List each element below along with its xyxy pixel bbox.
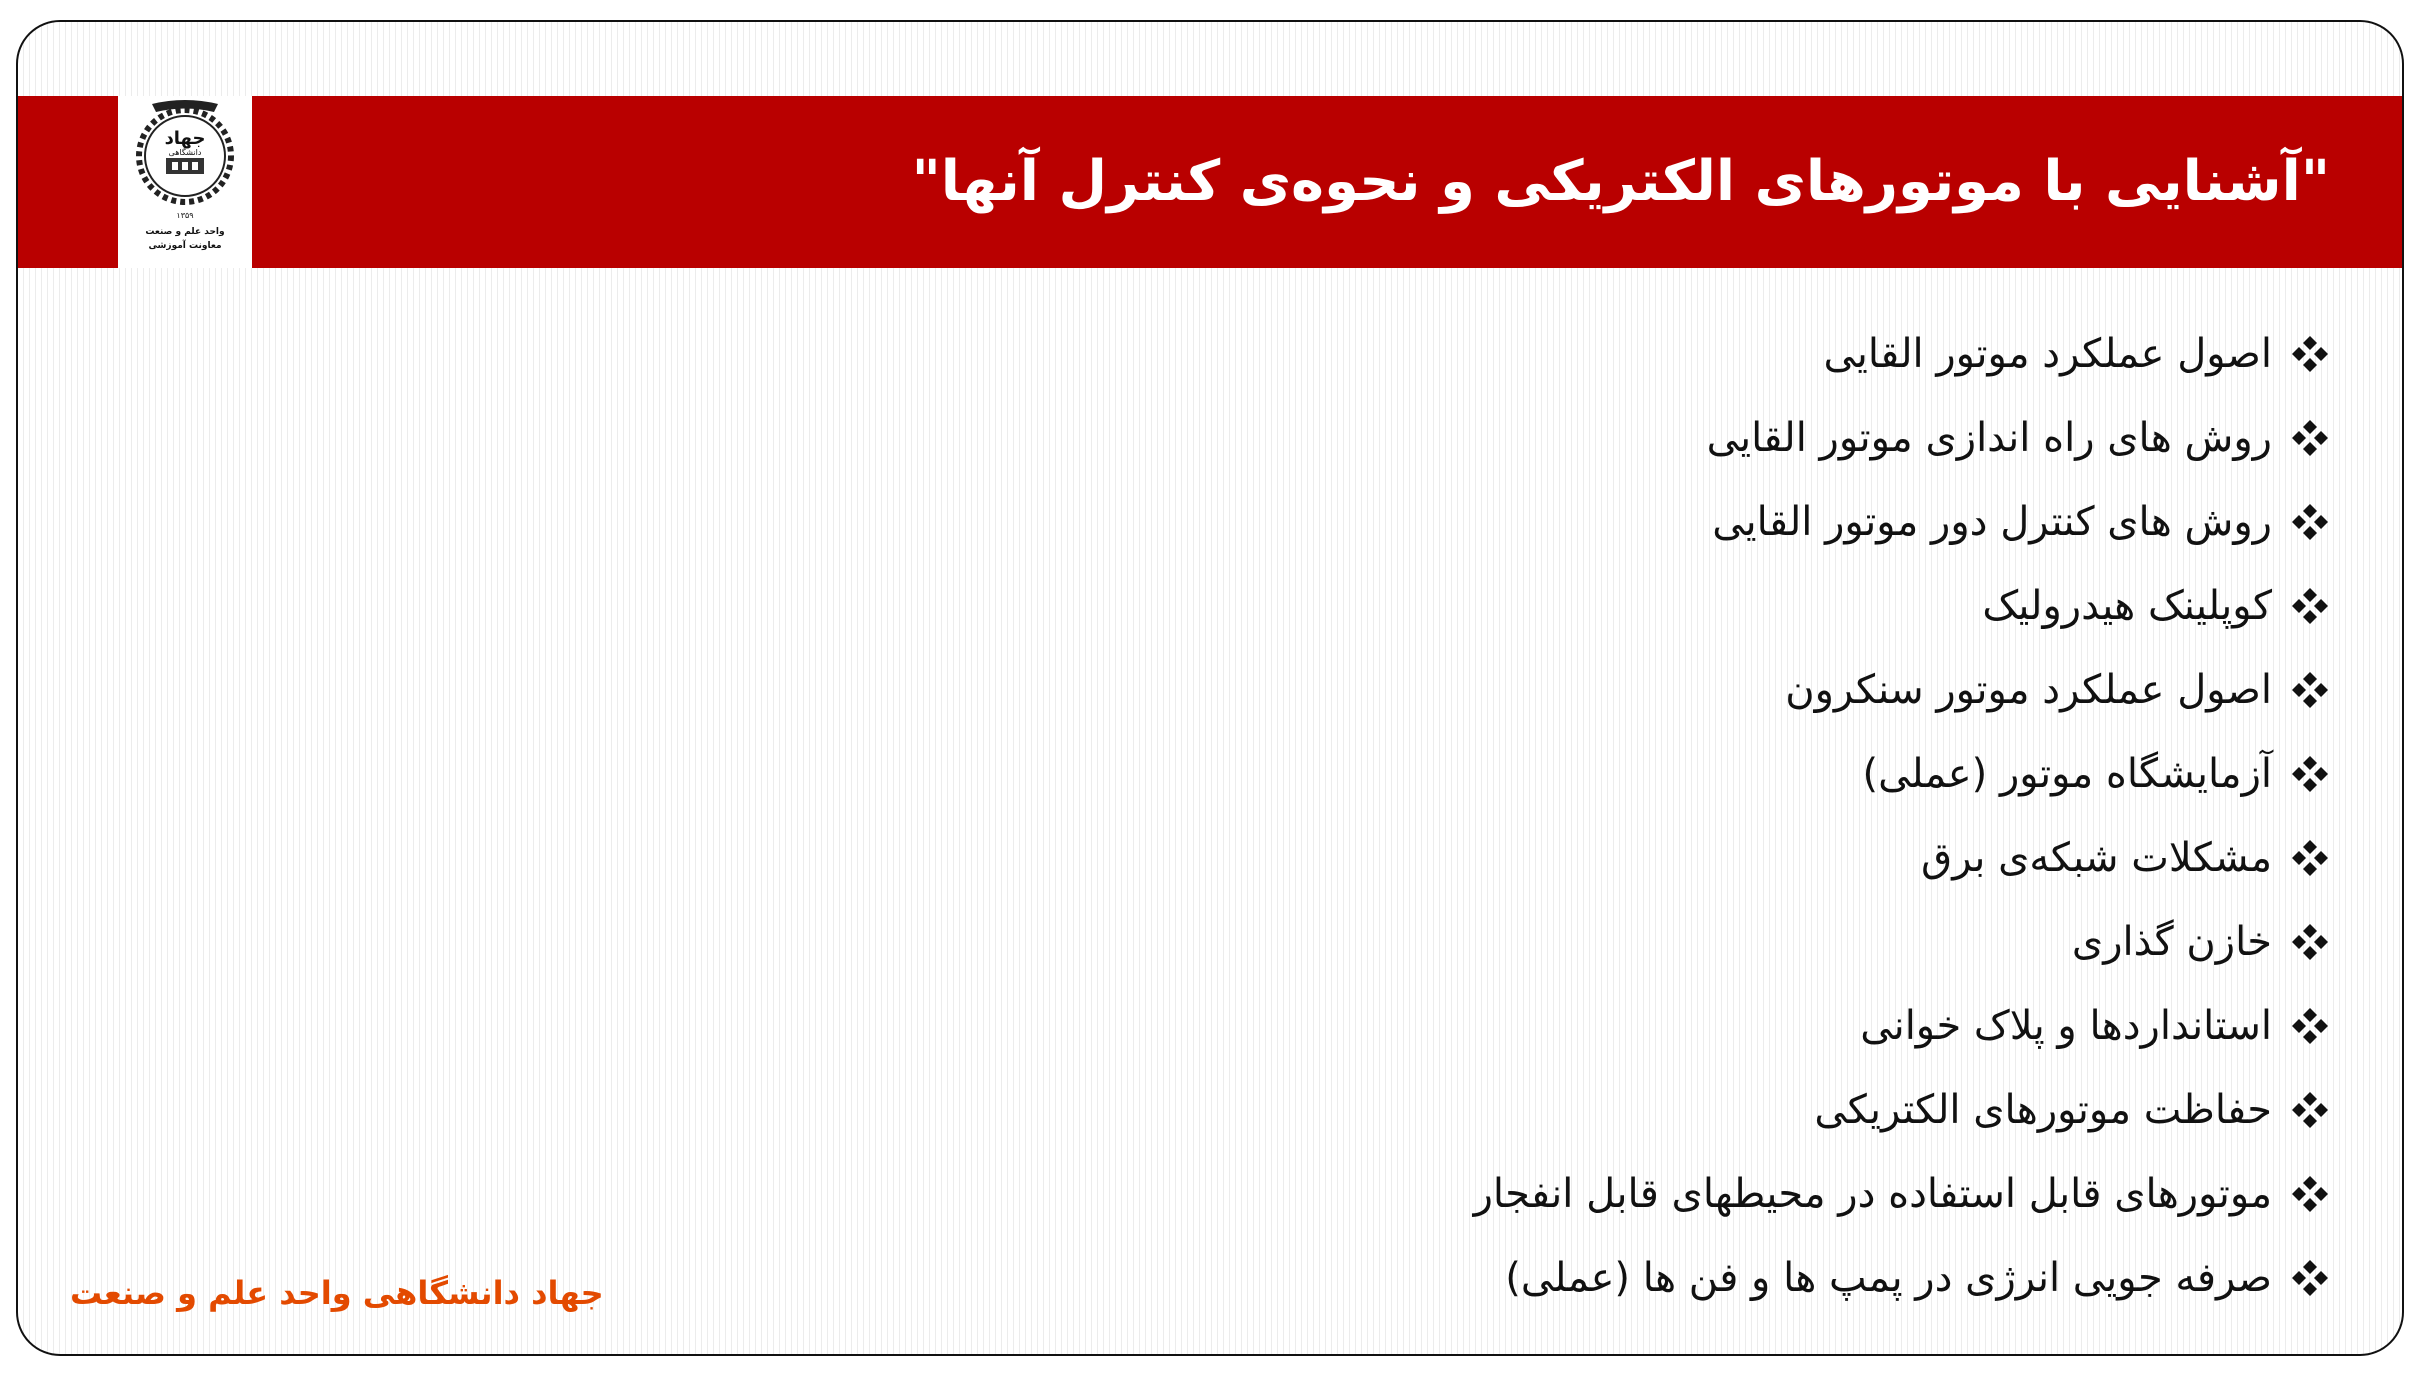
- list-item: [830, 564, 2330, 648]
- list-item-text: صرفه جویی انرژی در پمپ ها و فن ها (عملی): [1505, 1255, 2272, 1301]
- diamond-bullet-icon: [2290, 334, 2330, 374]
- logo-year: ۱۳۵۹: [176, 211, 194, 220]
- diamond-bullet-icon: [2290, 1006, 2330, 1046]
- diamond-bullet-icon: [2290, 838, 2330, 878]
- list-item-text: خازن گذاری: [2071, 919, 2272, 965]
- list-item: [830, 396, 2330, 480]
- list-item-text: موتورهای قابل استفاده در محیطهای قابل انفجار: [1473, 1171, 2272, 1217]
- list-item: [830, 480, 2330, 564]
- diamond-bullet-icon: [2290, 586, 2330, 626]
- jahad-logo-icon: [118, 96, 252, 268]
- list-item-text: کوپلینک هیدرولیک: [1982, 583, 2272, 629]
- list-item: [830, 1152, 2330, 1236]
- diamond-bullet-icon: [2290, 670, 2330, 710]
- slide-title: "آشنایی با موتورهای الکتریکی و نحوه‌ی کنترل آنها": [911, 149, 2330, 214]
- list-item: [830, 732, 2330, 816]
- list-item-text: مشکلات شبکه‌ی برق: [1921, 835, 2272, 881]
- list-item-text: روش های راه اندازی موتور القایی: [1706, 415, 2272, 461]
- logo-name: جهاد: [164, 128, 206, 149]
- list-item-text: آزمایشگاه موتور (عملی): [1862, 751, 2272, 797]
- diamond-bullet-icon: [2290, 754, 2330, 794]
- diamond-bullet-icon: [2290, 1090, 2330, 1130]
- diamond-bullet-icon: [2290, 1174, 2330, 1214]
- list-item: [830, 312, 2330, 396]
- logo-caption-line1: واحد علم و صنعت: [145, 227, 225, 237]
- logo-subtitle: دانشگاهی: [168, 148, 202, 157]
- list-item: [830, 648, 2330, 732]
- diamond-bullet-icon: [2290, 922, 2330, 962]
- footer-text: جهاد دانشگاهی واحد علم و صنعت: [70, 1274, 604, 1312]
- diamond-bullet-icon: [2290, 1258, 2330, 1298]
- list-item: [830, 984, 2330, 1068]
- list-item: [830, 816, 2330, 900]
- list-item: [830, 1068, 2330, 1152]
- list-item-text: اصول عملکرد موتور القایی: [1823, 331, 2272, 377]
- list-item: [830, 1236, 2330, 1320]
- slide: [16, 20, 2404, 1356]
- list-item-text: اصول عملکرد موتور سنکرون: [1785, 667, 2272, 713]
- logo-caption-line2: معاونت آموزشی: [148, 241, 222, 251]
- list-item: [830, 900, 2330, 984]
- list-item-text: روش های کنترل دور موتور القایی: [1712, 499, 2272, 545]
- bullet-list: [830, 312, 2330, 1320]
- diamond-bullet-icon: [2290, 502, 2330, 542]
- list-item-text: استانداردها و پلاک خوانی: [1860, 1003, 2272, 1049]
- list-item-text: حفاظت موتورهای الکتریکی: [1814, 1087, 2272, 1133]
- logo: [118, 96, 252, 268]
- diamond-bullet-icon: [2290, 418, 2330, 458]
